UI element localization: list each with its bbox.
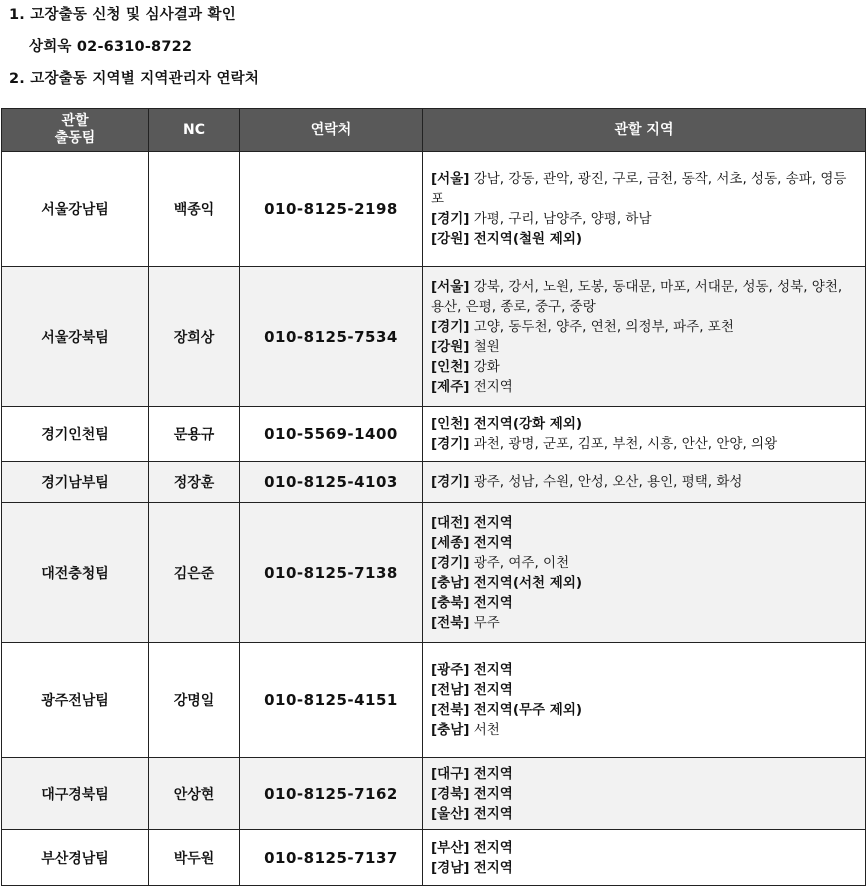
region-tag: [세종] <box>431 534 470 551</box>
region-areas: 전지역 <box>473 378 513 395</box>
region-areas: 강북, 강서, 노원, 도봉, 동대문, 마포, 서대문, 성동, 성북, 양천, 용산, 은평, 종로, 중구, 중랑 <box>431 278 843 315</box>
phone-number: 010-8125-7137 <box>240 830 423 886</box>
region-areas: 강남, 강동, 관악, 광진, 구로, 금천, 동작, 서초, 성동, 송파, 영등포 <box>431 171 847 207</box>
region-tag: [광주] <box>431 662 470 678</box>
nc-name: 정장훈 <box>149 462 240 503</box>
region-tag: [경기] <box>431 474 470 490</box>
region-tag: [서울] <box>431 171 470 187</box>
region-areas: 전지역 <box>473 805 513 822</box>
region-line <box>431 377 857 397</box>
nc-name: 장희상 <box>149 267 240 407</box>
nc-name: 안상현 <box>149 758 240 830</box>
region-areas: 전지역 <box>473 859 513 876</box>
region-line <box>431 533 857 553</box>
region-line <box>431 593 857 613</box>
phone-number: 010-8125-7534 <box>240 267 423 407</box>
nc-name: 백종익 <box>149 152 240 267</box>
region-areas: 무주 <box>473 614 500 631</box>
region-tag: [경남] <box>431 859 470 876</box>
region-line <box>431 660 857 680</box>
region-line <box>431 720 857 740</box>
region-list <box>423 267 866 407</box>
team-name: 대전충청팀 <box>2 503 149 643</box>
table-row <box>2 152 866 267</box>
region-tag: [경기] <box>431 211 470 227</box>
region-list <box>423 407 866 462</box>
team-name: 경기남부팀 <box>2 462 149 503</box>
region-tag: [부산] <box>431 839 470 856</box>
table-header-row <box>2 109 866 152</box>
header-phone: 연락처 <box>240 109 423 152</box>
header-region: 관할 지역 <box>423 109 866 152</box>
region-areas: 전지역(무주 제외) <box>473 702 583 718</box>
region-areas: 전지역(서천 제외) <box>473 574 583 591</box>
region-line <box>431 357 857 377</box>
phone-number: 010-8125-7162 <box>240 758 423 830</box>
region-areas: 전지역(철원 제외) <box>473 231 583 247</box>
region-tag: [서울] <box>431 278 470 295</box>
table-row <box>2 407 866 462</box>
region-areas: 철원 <box>473 338 500 355</box>
nc-name: 박두원 <box>149 830 240 886</box>
region-line <box>431 553 857 573</box>
region-tag: [전북] <box>431 614 470 631</box>
region-line <box>431 472 857 492</box>
table-row <box>2 503 866 643</box>
region-line <box>431 764 857 784</box>
regional-manager-table <box>1 108 866 886</box>
region-areas: 가평, 구리, 남양주, 양평, 하남 <box>473 211 652 227</box>
region-line <box>431 337 857 357</box>
table-row <box>2 758 866 830</box>
section1-title: 1. 고장출동 신청 및 심사결과 확인 <box>9 7 236 23</box>
region-line <box>431 700 857 720</box>
nc-name: 강명일 <box>149 643 240 758</box>
region-areas: 전지역 <box>473 514 513 531</box>
region-line <box>431 680 857 700</box>
region-line <box>431 804 857 824</box>
region-tag: [전북] <box>431 702 470 718</box>
region-tag: [강원] <box>431 231 470 247</box>
region-tag: [대전] <box>431 514 470 531</box>
region-tag: [전남] <box>431 682 470 698</box>
nc-name: 문용규 <box>149 407 240 462</box>
table-body <box>2 152 866 886</box>
region-areas: 광주, 성남, 수원, 안성, 오산, 용인, 평택, 화성 <box>473 474 743 490</box>
phone-number: 010-8125-4151 <box>240 643 423 758</box>
region-line <box>431 277 857 317</box>
region-areas: 고양, 동두천, 양주, 연천, 의정부, 파주, 포천 <box>473 318 734 335</box>
region-line <box>431 169 857 209</box>
region-areas: 전지역 <box>473 594 513 611</box>
region-line <box>431 229 857 249</box>
region-line <box>431 838 857 858</box>
section2-title: 2. 고장출동 지역별 지역관리자 연락처 <box>9 71 260 87</box>
region-line <box>431 858 857 878</box>
phone-number: 010-8125-4103 <box>240 462 423 503</box>
region-areas: 서천 <box>473 722 500 738</box>
table-row <box>2 830 866 886</box>
team-name: 대구경북팀 <box>2 758 149 830</box>
region-tag: [강원] <box>431 338 470 355</box>
region-line <box>431 317 857 337</box>
region-tag: [대구] <box>431 765 470 782</box>
nc-name: 김은준 <box>149 503 240 643</box>
team-name: 서울강남팀 <box>2 152 149 267</box>
team-name: 부산경남팀 <box>2 830 149 886</box>
region-areas: 전지역 <box>473 839 513 856</box>
region-line <box>431 434 857 454</box>
region-list <box>423 462 866 503</box>
region-tag: [제주] <box>431 378 470 395</box>
region-areas: 광주, 여주, 이천 <box>473 554 570 571</box>
region-list <box>423 152 866 267</box>
header-team: 관할 출동팀 <box>2 109 149 152</box>
region-list <box>423 503 866 643</box>
region-areas: 전지역(강화 제외) <box>473 416 583 432</box>
region-areas: 전지역 <box>473 765 513 782</box>
region-areas: 전지역 <box>473 785 513 802</box>
region-tag: [울산] <box>431 805 470 822</box>
region-line <box>431 209 857 229</box>
region-line <box>431 613 857 633</box>
team-name: 서울강북팀 <box>2 267 149 407</box>
team-name: 경기인천팀 <box>2 407 149 462</box>
region-tag: [인천] <box>431 358 470 375</box>
region-line <box>431 513 857 533</box>
region-tag: [충남] <box>431 722 470 738</box>
phone-number: 010-5569-1400 <box>240 407 423 462</box>
region-line <box>431 573 857 593</box>
region-tag: [인천] <box>431 416 470 432</box>
region-areas: 전지역 <box>473 682 513 698</box>
phone-number: 010-8125-2198 <box>240 152 423 267</box>
team-name: 광주전남팀 <box>2 643 149 758</box>
phone-number: 010-8125-7138 <box>240 503 423 643</box>
region-list <box>423 643 866 758</box>
inquiry-contact: 상희욱 02-6310-8722 <box>29 39 193 55</box>
region-tag: [충남] <box>431 574 470 591</box>
region-tag: [경기] <box>431 318 470 335</box>
region-areas: 전지역 <box>473 662 513 678</box>
region-list <box>423 758 866 830</box>
table-row <box>2 267 866 407</box>
region-line <box>431 784 857 804</box>
region-list <box>423 830 866 886</box>
table-row <box>2 643 866 758</box>
region-tag: [충북] <box>431 594 470 611</box>
region-areas: 전지역 <box>473 534 513 551</box>
region-areas: 강화 <box>473 358 500 375</box>
header-nc: NC <box>149 109 240 152</box>
table-row <box>2 462 866 503</box>
region-tag: [경기] <box>431 554 470 571</box>
region-tag: [경기] <box>431 436 470 452</box>
region-line <box>431 414 857 434</box>
region-tag: [경북] <box>431 785 470 802</box>
region-areas: 과천, 광명, 군포, 김포, 부천, 시흥, 안산, 안양, 의왕 <box>473 436 778 452</box>
